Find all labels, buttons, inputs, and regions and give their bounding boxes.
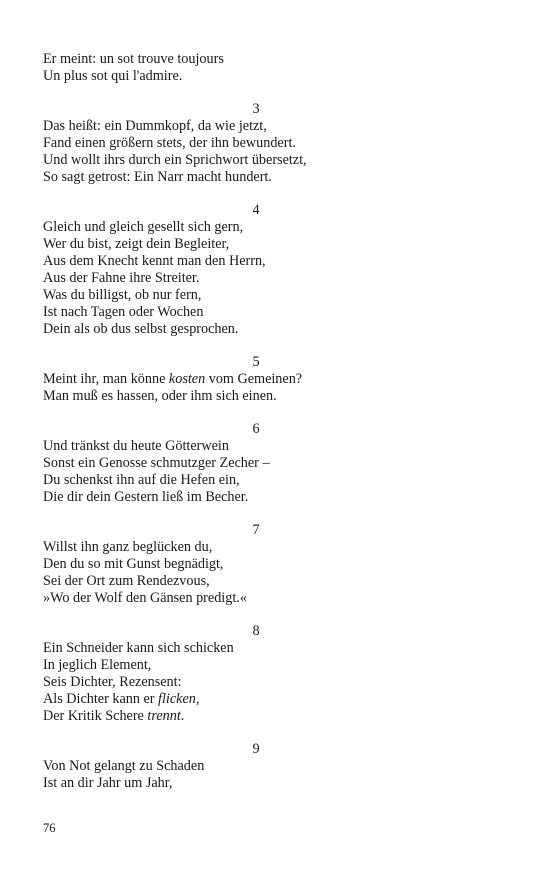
verse-line: Dein als ob dus selbst gesprochen. — [43, 321, 239, 337]
verse-line: Wer du bist, zeigt dein Begleiter, — [43, 236, 230, 252]
verse-line: »Wo der Wolf den Gänsen predigt.« — [43, 590, 247, 606]
verse-line — [43, 371, 302, 388]
verse-line: Ist nach Tagen oder Wochen — [43, 304, 204, 320]
verse-line: So sagt getrost: Ein Narr macht hundert. — [43, 169, 272, 185]
stanza-number: 3 — [252, 101, 260, 117]
verse-text: . — [180, 708, 185, 724]
verse-line: In jeglich Element, — [43, 657, 152, 673]
stanza-number: 9 — [252, 741, 260, 757]
emphasis-text: trennt — [147, 708, 181, 724]
stanza-number: 8 — [252, 623, 260, 639]
verse-line: Die dir dein Gestern ließ im Becher. — [43, 489, 249, 505]
verse-line: Aus dem Knecht kennt man den Herrn, — [43, 253, 266, 269]
stanza-number: 6 — [252, 421, 260, 437]
verse-text: Meint ihr, man könne — [43, 371, 169, 387]
verse-line: Gleich und gleich gesellt sich gern, — [43, 219, 244, 235]
verse-line: Un plus sot qui l'admire. — [43, 68, 183, 84]
verse-line: Seis Dichter, Rezensent: — [43, 674, 182, 690]
verse-line — [43, 708, 184, 725]
verse-line: Er meint: un sot trouve toujours — [43, 51, 224, 67]
verse-line: Und wollt ihrs durch ein Sprichwort übersetzt, — [43, 152, 307, 168]
verse-line: Ein Schneider kann sich schicken — [43, 640, 234, 656]
verse-line: Aus der Fahne ihre Streiter. — [43, 270, 200, 286]
emphasis-text: flicken, — [158, 691, 200, 707]
verse-line: Das heißt: ein Dummkopf, da wie jetzt, — [43, 118, 267, 134]
verse-line: Man muß es hassen, oder ihm sich einen. — [43, 388, 277, 404]
verse-text: Als Dichter kann er — [43, 691, 159, 707]
page-number: 76 — [43, 821, 56, 835]
verse-line: Sei der Ort zum Rendezvous, — [43, 573, 210, 589]
verse-line: Von Not gelangt zu Schaden — [43, 758, 205, 774]
verse-line: Sonst ein Genosse schmutzger Zecher – — [43, 455, 270, 471]
verse-line — [43, 691, 199, 708]
verse-line: Ist an dir Jahr um Jahr, — [43, 775, 173, 791]
verse-text: vom Gemeinen? — [205, 371, 303, 387]
verse-line: Den du so mit Gunst begnädigt, — [43, 556, 224, 572]
verse-line: Was du billigst, ob nur fern, — [43, 287, 202, 303]
verse-line: Fand einen größern stets, der ihn bewundert. — [43, 135, 296, 151]
verse-line: Und tränkst du heute Götterwein — [43, 438, 229, 454]
stanza-number: 5 — [252, 354, 260, 370]
stanza-number: 4 — [252, 202, 260, 218]
verse-line: Du schenkst ihn auf die Hefen ein, — [43, 472, 240, 488]
stanza-number: 7 — [252, 522, 260, 538]
verse-line: Willst ihn ganz beglücken du, — [43, 539, 213, 555]
verse-text: Der Kritik Schere — [43, 708, 148, 724]
emphasis-text: kosten — [168, 371, 206, 387]
